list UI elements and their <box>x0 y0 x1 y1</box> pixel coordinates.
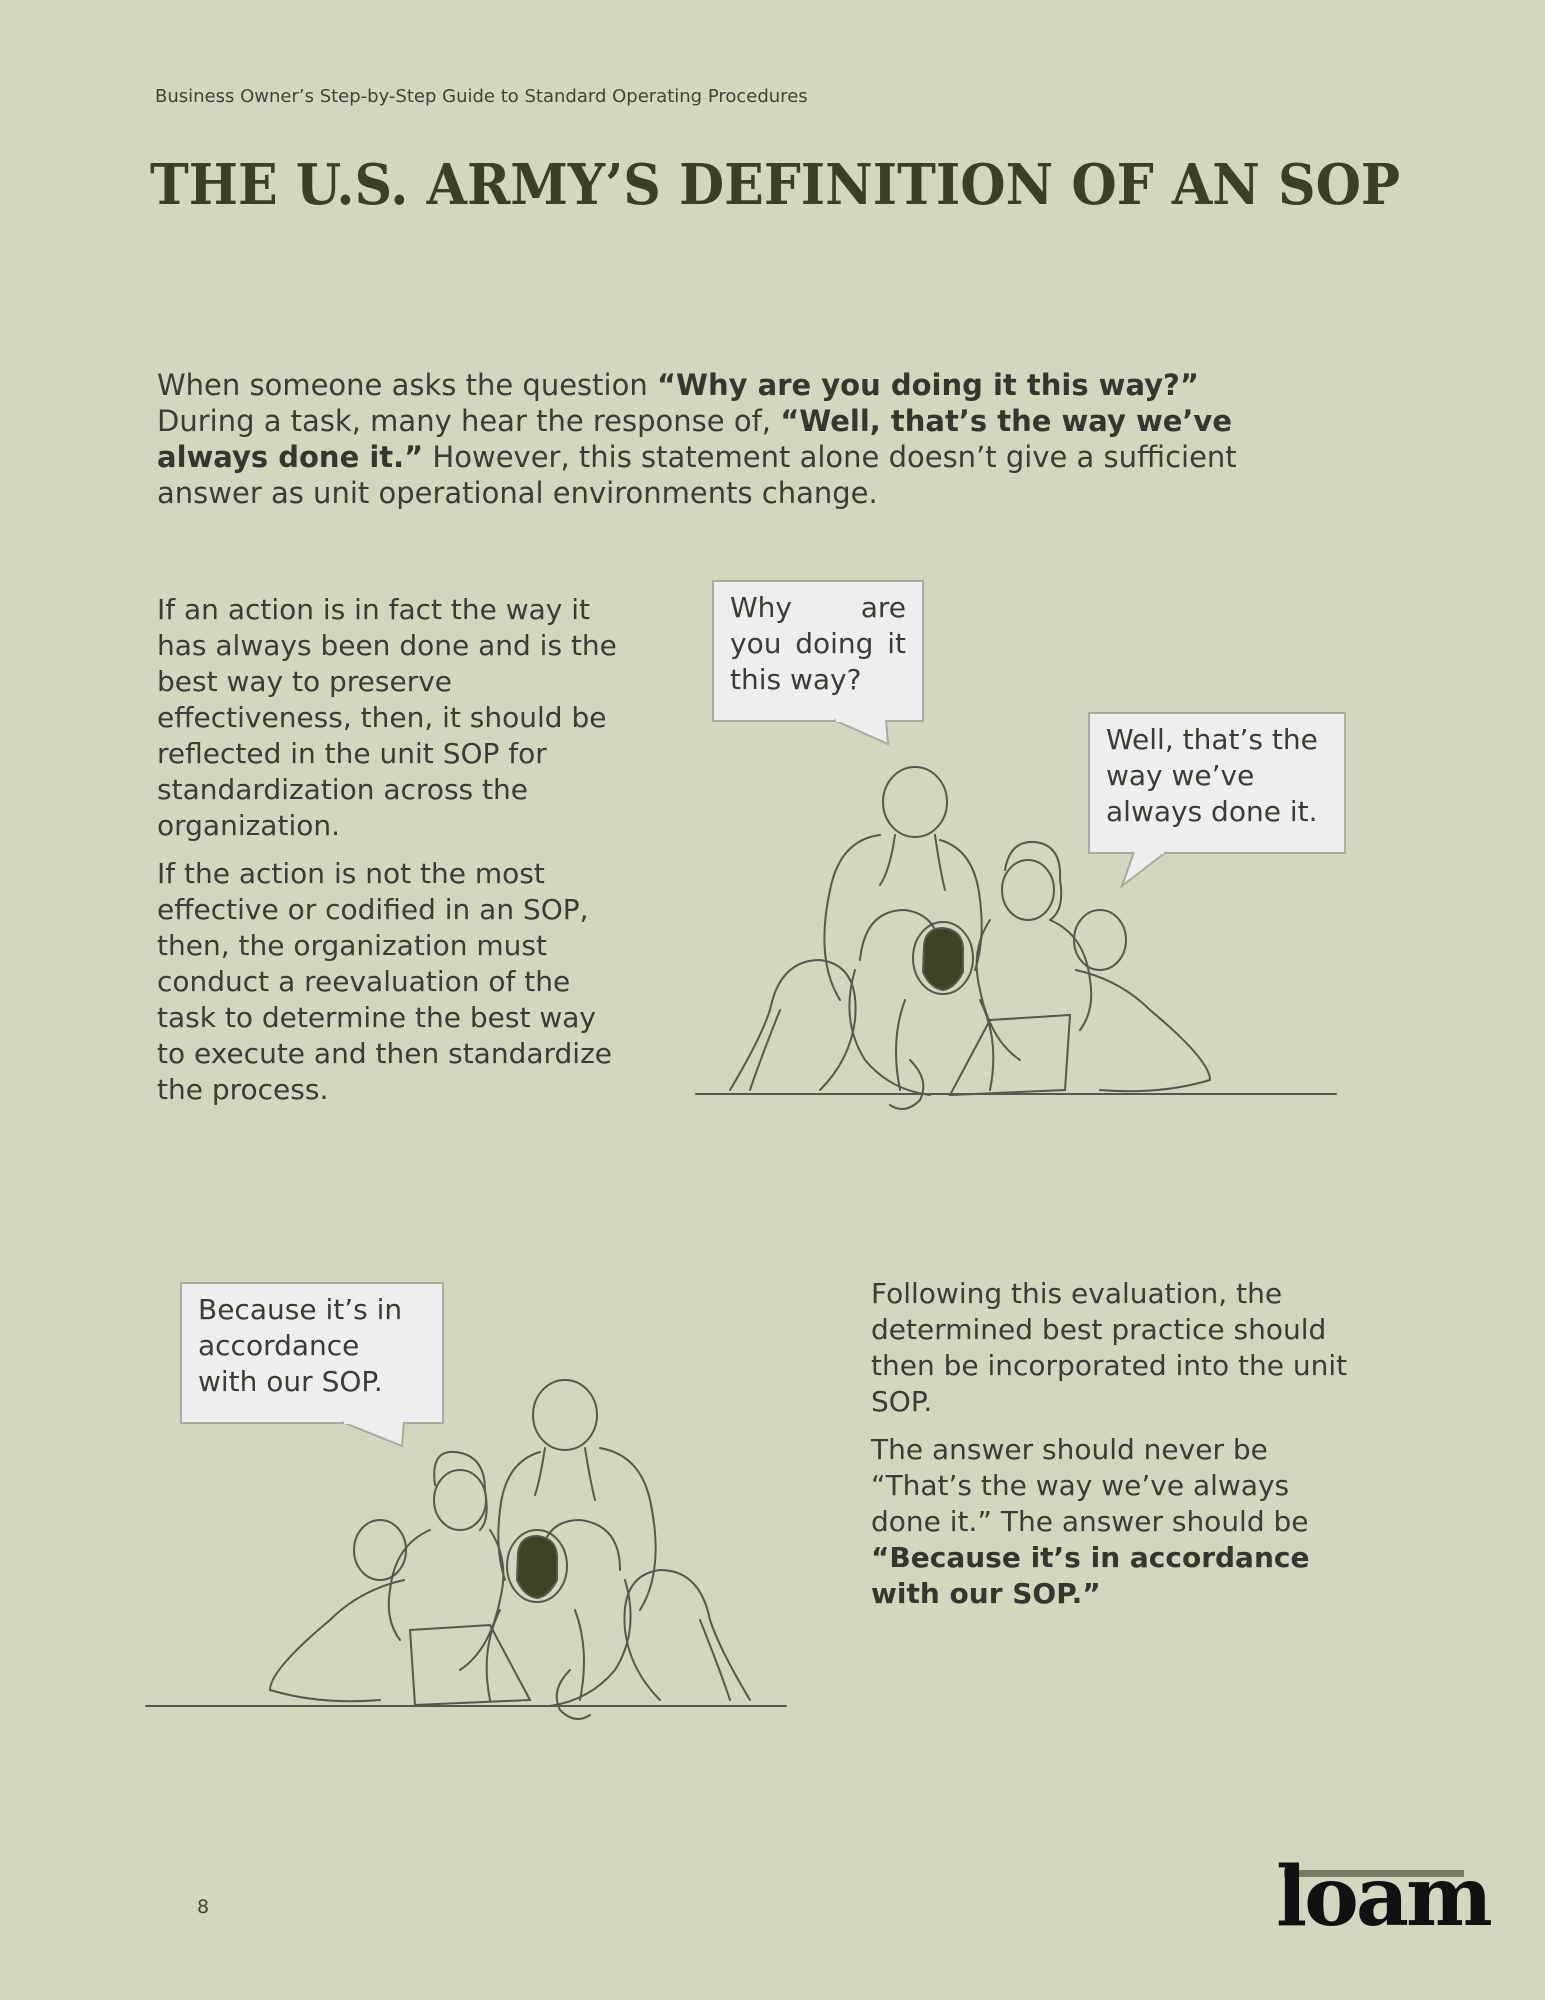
speech-bubble-well <box>1088 712 1346 854</box>
right-paragraph-2 <box>871 1432 1351 1612</box>
intro-response: “Well, that’s the way we’ve always done it.” <box>157 404 1232 474</box>
left-column <box>157 592 627 1108</box>
right-paragraph-2-emphasis: “Because it’s in accordance with our SOP.” <box>871 1541 1310 1610</box>
right-paragraph-1: Following this evaluation, the determined best practice should then be incorporated into the unit SOP. <box>871 1277 1348 1418</box>
speech-bubble-why <box>712 580 924 722</box>
page-title: THE U.S. ARMY’S DEFINITION OF AN SOP <box>150 152 1401 218</box>
bubble-why-text: Why are you doing it this way? <box>730 591 906 696</box>
intro-question: “Why are you doing it this way?” <box>656 368 1199 402</box>
right-column <box>871 1276 1351 1612</box>
group-illustration-bottom <box>140 1370 790 1740</box>
bubble-why-tail <box>830 718 890 748</box>
bubble-because-text: Because it’s in accordance with our SOP. <box>198 1293 403 1398</box>
intro-paragraph <box>157 367 1297 511</box>
intro-text-3: However, this statement alone doesn’t give a sufficient answer as unit operational environments change. <box>157 440 1237 510</box>
bubble-well-tail <box>1120 850 1180 890</box>
intro-text-1: When someone asks the question <box>157 368 657 402</box>
bubble-well-text: Well, that’s the way we’ve always done it. <box>1106 723 1318 828</box>
left-paragraph-2: If the action is not the most effective or codified in an SOP, then, the organization must conduct a reevaluation of the task to determine the best way to execute and then standardize the process. <box>157 857 612 1106</box>
guide-header: Business Owner’s Step-by-Step Guide to Standard Operating Procedures <box>155 86 808 107</box>
intro-text-2: During a task, many hear the response of, <box>157 404 781 438</box>
right-paragraph-2-text: The answer should never be “That’s the way we’ve always done it.” The answer should be <box>871 1433 1309 1538</box>
brand-logo: loam <box>1276 1849 1490 1945</box>
left-paragraph-1: If an action is in fact the way it has always been done and is the best way to preserve effectiveness, then, it should be reflected in the unit SOP for standardization across the organization. <box>157 593 617 842</box>
page-number: 8 <box>197 1896 210 1918</box>
